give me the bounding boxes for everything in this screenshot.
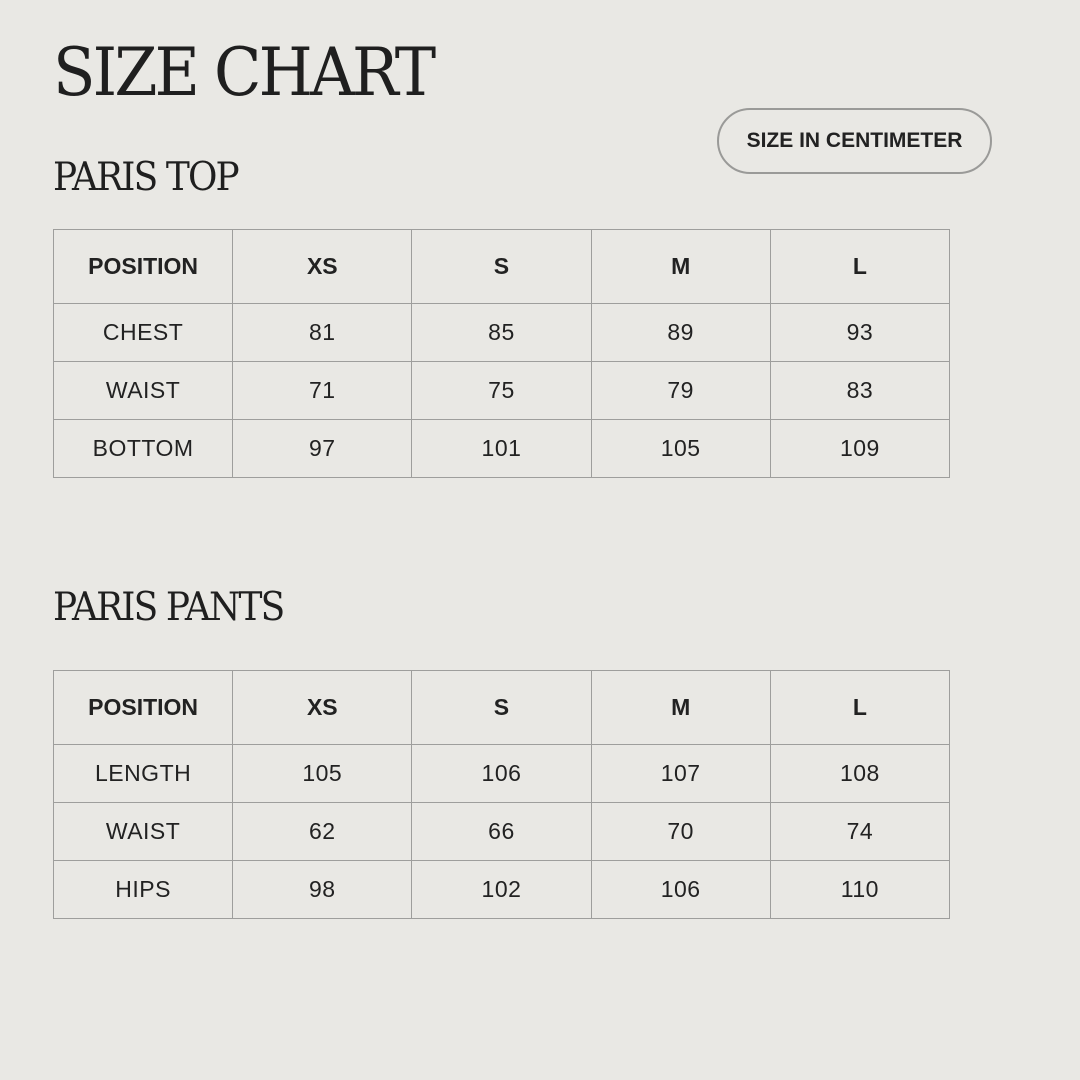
column-header-s: S bbox=[412, 671, 591, 745]
table-cell: 110 bbox=[770, 861, 949, 919]
table-header-row bbox=[54, 671, 950, 745]
table-cell: 74 bbox=[770, 803, 949, 861]
table-cell: 83 bbox=[770, 362, 949, 420]
table-header-row bbox=[54, 230, 950, 304]
row-label: HIPS bbox=[54, 861, 233, 919]
table-cell: 98 bbox=[233, 861, 412, 919]
table-cell: 106 bbox=[591, 861, 770, 919]
section-title-paris-top: PARIS TOP bbox=[53, 155, 238, 200]
table-cell: 93 bbox=[770, 304, 949, 362]
table-row bbox=[54, 362, 950, 420]
table-cell: 97 bbox=[233, 420, 412, 478]
column-header-position: POSITION bbox=[54, 671, 233, 745]
table-row bbox=[54, 861, 950, 919]
column-header-position: POSITION bbox=[54, 230, 233, 304]
table-cell: 109 bbox=[770, 420, 949, 478]
table-row bbox=[54, 745, 950, 803]
table-cell: 89 bbox=[591, 304, 770, 362]
table-cell: 71 bbox=[233, 362, 412, 420]
table-row bbox=[54, 420, 950, 478]
row-label: WAIST bbox=[54, 803, 233, 861]
column-header-xs: XS bbox=[233, 671, 412, 745]
table-cell: 105 bbox=[591, 420, 770, 478]
section-title-paris-pants: PARIS PANTS bbox=[53, 585, 284, 630]
table-cell: 62 bbox=[233, 803, 412, 861]
table-cell: 81 bbox=[233, 304, 412, 362]
column-header-s: S bbox=[412, 230, 591, 304]
table-cell: 102 bbox=[412, 861, 591, 919]
column-header-l: L bbox=[770, 671, 949, 745]
page-title: SIZE CHART bbox=[53, 34, 434, 111]
table-cell: 85 bbox=[412, 304, 591, 362]
table-row bbox=[54, 803, 950, 861]
size-table-paris-pants bbox=[53, 670, 950, 919]
row-label: BOTTOM bbox=[54, 420, 233, 478]
table-cell: 79 bbox=[591, 362, 770, 420]
column-header-m: M bbox=[591, 230, 770, 304]
row-label: LENGTH bbox=[54, 745, 233, 803]
size-table-paris-top bbox=[53, 229, 950, 478]
table-cell: 66 bbox=[412, 803, 591, 861]
table-cell: 70 bbox=[591, 803, 770, 861]
column-header-xs: XS bbox=[233, 230, 412, 304]
table-cell: 107 bbox=[591, 745, 770, 803]
table-cell: 101 bbox=[412, 420, 591, 478]
row-label: CHEST bbox=[54, 304, 233, 362]
table-row bbox=[54, 304, 950, 362]
size-unit-badge: SIZE IN CENTIMETER bbox=[717, 108, 992, 174]
table-cell: 108 bbox=[770, 745, 949, 803]
table-cell: 105 bbox=[233, 745, 412, 803]
table-cell: 106 bbox=[412, 745, 591, 803]
column-header-l: L bbox=[770, 230, 949, 304]
table-cell: 75 bbox=[412, 362, 591, 420]
row-label: WAIST bbox=[54, 362, 233, 420]
column-header-m: M bbox=[591, 671, 770, 745]
